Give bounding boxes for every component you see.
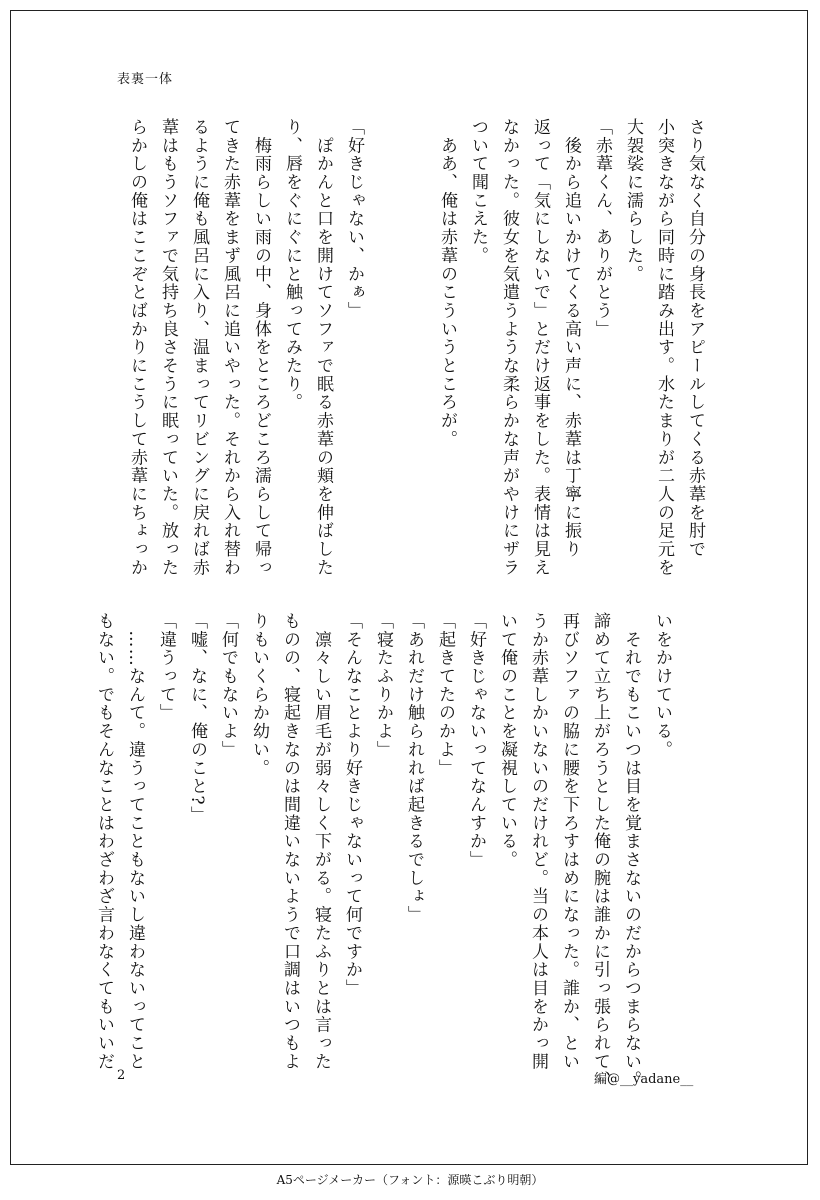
page-title: 表裏一体 bbox=[117, 72, 174, 87]
text-line: うか赤葦しかいないのだけれど。当の本人は目をかっ開 bbox=[528, 612, 548, 1071]
text-line: てきた赤葦をまず風呂に追いやった。それから入れ替わ bbox=[220, 118, 240, 577]
text-line: 「そんなことより好きじゃないって何ですか」 bbox=[342, 612, 362, 998]
text-line: いをかけている。 bbox=[652, 612, 672, 759]
text-line: 小突きながら同時に踏み出す。水たまりが二人の足元を bbox=[654, 118, 674, 577]
upper-text-block bbox=[121, 118, 710, 577]
text-line: 「好きじゃないってなんすか」 bbox=[466, 612, 486, 869]
text-line: 「何でもないよ」 bbox=[218, 612, 238, 759]
text-line: 大袈裟に濡らした。 bbox=[623, 118, 643, 284]
footer-note: A5ページメーカー（フォント：源暎こぶり明朝） bbox=[276, 1173, 544, 1187]
text-line: 凛々しい眉毛が弱々しく下がる。寝たふりとは言った bbox=[311, 612, 331, 1071]
text-line: なかった。彼女を気遣うような柔らかな声がやけにザラ bbox=[499, 118, 519, 577]
text-line: りもいくらか幼い。 bbox=[249, 612, 269, 778]
text-line: 返って「気にしないで」とだけ返事をした。表情は見え bbox=[530, 118, 550, 577]
text-line: ものの、寝起きなのは間違いないようで口調はいつもよ bbox=[280, 612, 300, 1071]
text-line: 「あれだけ触られれば起きるでしょ」 bbox=[404, 612, 424, 924]
text-line: ぽかんと口を開けてソファで眠る赤葦の頬を伸ばした bbox=[313, 118, 333, 577]
text-line: 「違うって」 bbox=[156, 612, 176, 723]
text-line: 「赤葦くん、ありがとう」 bbox=[592, 118, 612, 339]
text-line: り、唇をぐにぐにと触ってみたり。 bbox=[282, 118, 302, 412]
text-line: 「嘘、なに、俺のこと?」 bbox=[187, 612, 207, 825]
text-line: 葦はもうソファで気持ち良さそうに眠っていた。放った bbox=[158, 118, 178, 577]
text-line: もない。でもそんなことはわざわざ言わなくてもいいだ bbox=[94, 612, 114, 1071]
text-line: いて俺のことを凝視している。 bbox=[497, 612, 517, 869]
text-line: 「起きてたのかよ」 bbox=[435, 612, 455, 778]
text-line: ついて聞こえた。 bbox=[468, 118, 488, 265]
text-line: 「好きじゃない、かぁ」 bbox=[344, 118, 364, 320]
author-credit: 編@__yadane__ bbox=[594, 1072, 694, 1087]
text-line: 再びソファの脇に腰を下ろすはめになった。誰か、とい bbox=[559, 612, 579, 1071]
page-number: 2 bbox=[117, 1068, 126, 1083]
text-line: らかしの俺はここぞとばかりにこうして赤葦にちょっか bbox=[127, 118, 147, 577]
text-line: ああ、俺は赤葦のこういうところが。 bbox=[437, 118, 457, 449]
text-line: 「寝たふりかよ」 bbox=[373, 612, 393, 759]
text-line: 諦めて立ち上がろうとした俺の腕は誰かに引っ張られて、 bbox=[590, 612, 610, 1090]
text-line: 梅雨らしい雨の中、身体をところどころ濡らして帰っ bbox=[251, 118, 271, 577]
text-line: るように俺も風呂に入り、温まってリビングに戻れば赤 bbox=[189, 118, 209, 577]
text-line: それでもこいつは目を覚まさないのだからつまらない。 bbox=[621, 612, 641, 1090]
text-line: ……なんて。違うってこともないし違わないってこと bbox=[125, 612, 145, 1071]
text-line: 後から追いかけてくる高い声に、赤葦は丁寧に振り bbox=[561, 118, 581, 559]
text-line: さり気なく自分の身長をアピールしてくる赤葦を肘で bbox=[685, 118, 705, 559]
